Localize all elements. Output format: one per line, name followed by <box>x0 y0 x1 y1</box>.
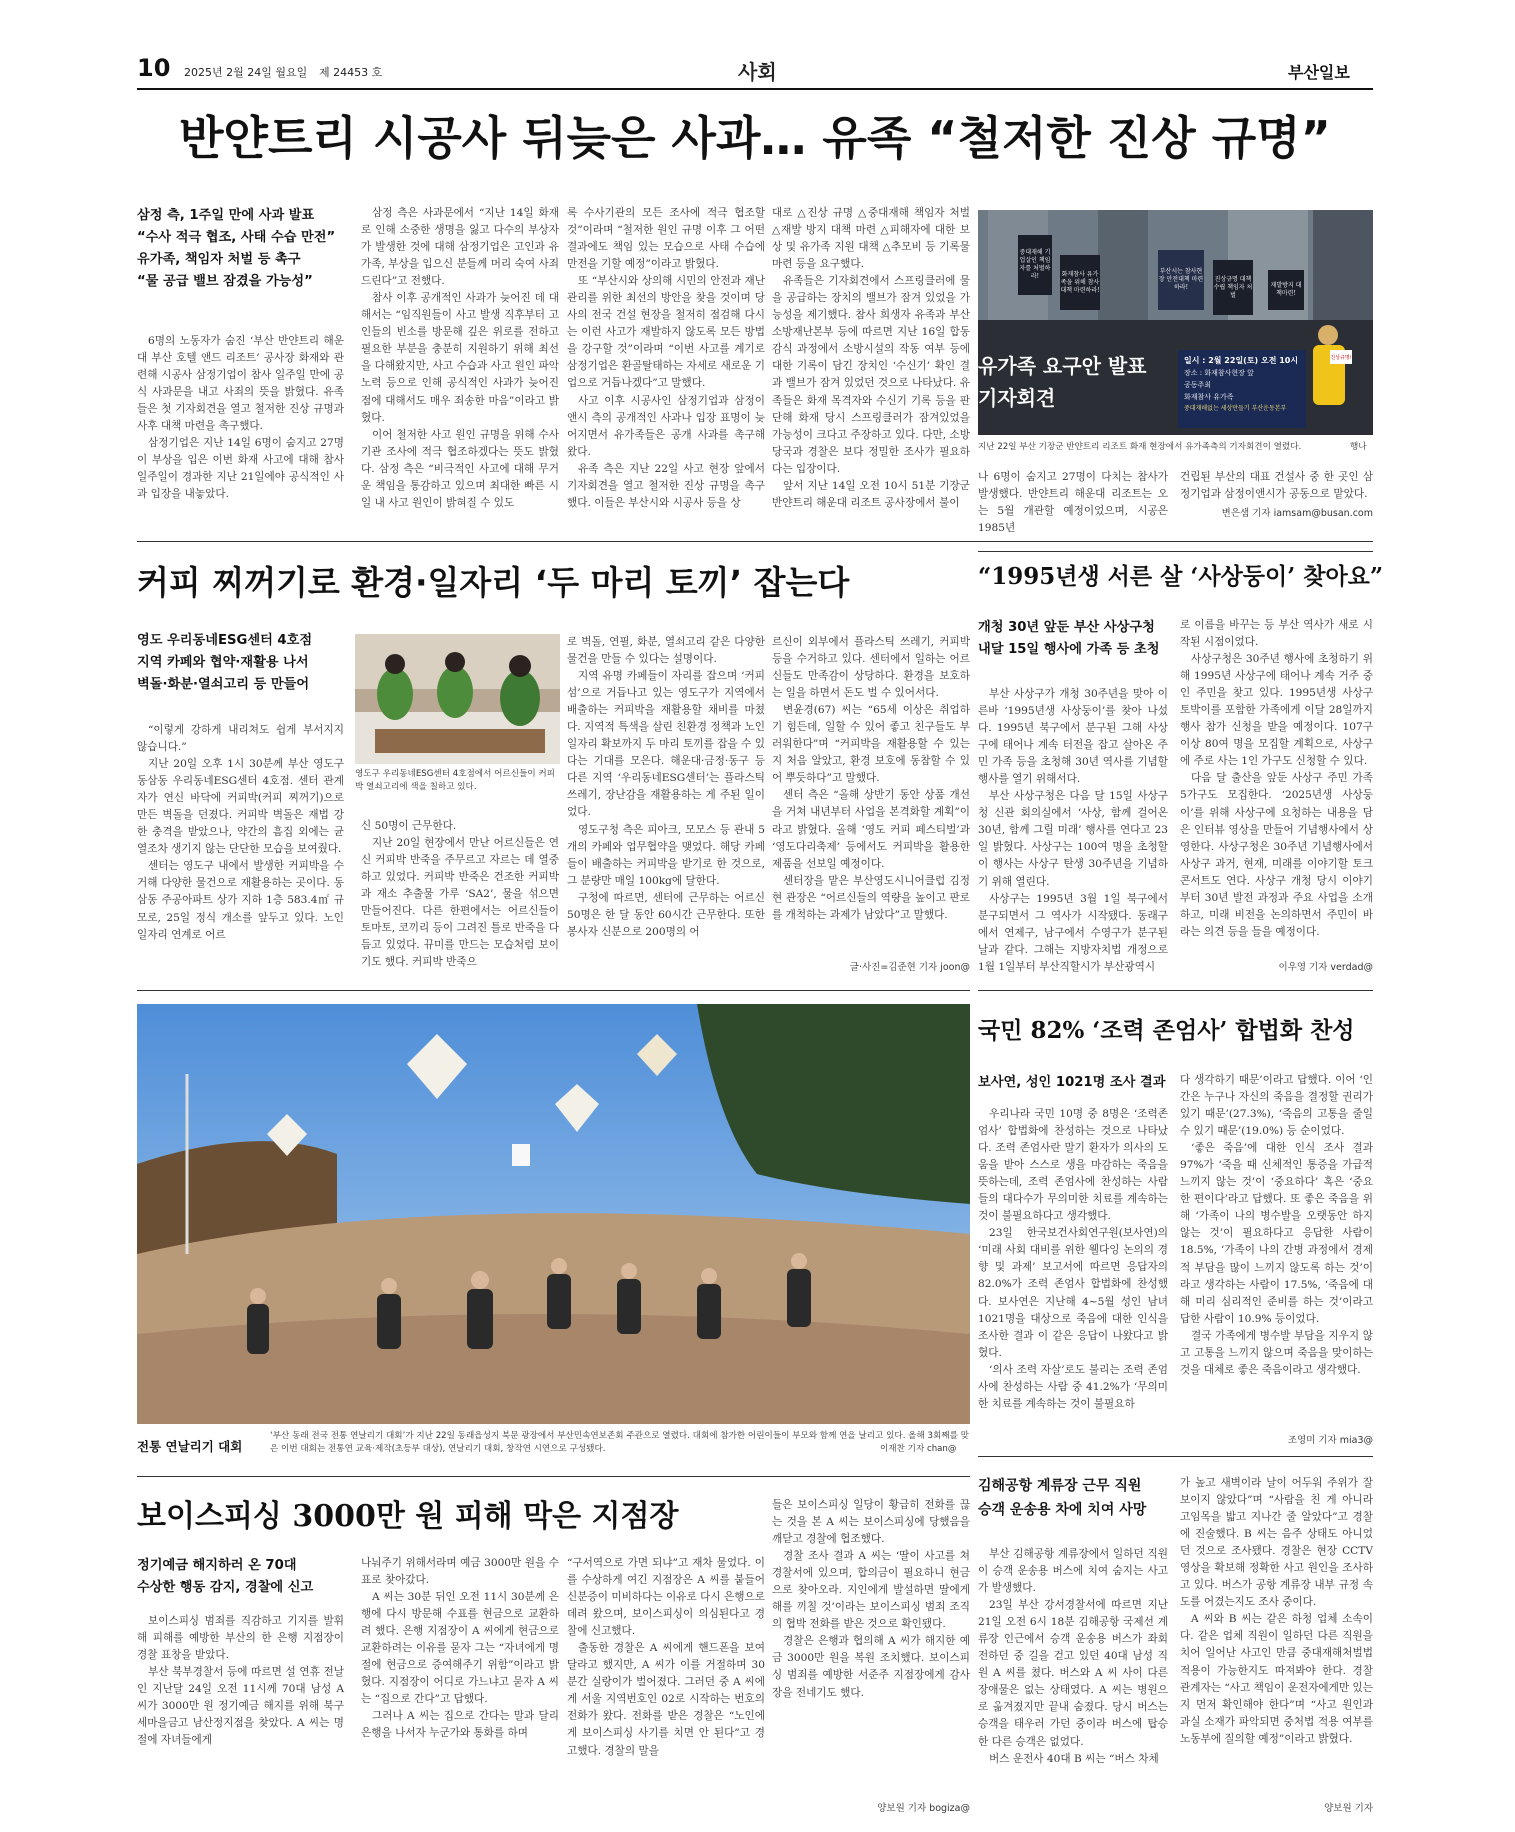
a2-col2: 신 50명이 근무한다. 지난 20일 현장에서 만난 어르신들은 연신 커피박 반죽을 주무르고 자르는 데 열중하고 있었다. 커피박 반죽은 건조한 커피박과 재소 추출물 가루 ‘SA2’, 물을 섞으면 만들어진다. 다른 한편에서는 어르신들이 토마토, 코끼리 등이 그려진 틀로 반죽을 다듬고 있었다. 뀨미를 만드는 모습처럼 보이기도 했다. 커피박 반죽으 <box>361 820 559 969</box>
protest-sign: 화재참사 유가족을 위해 참사 대책 마련하라! <box>1060 255 1100 310</box>
a5-byline: 양보원 기자 bogiza@ <box>877 1803 970 1814</box>
a1-col1: 6명의 노동자가 숨진 ‘부산 반얀트리 해운대 부산 호텔 앤드 리조트’ 공사장 화재와 관련해 시공사 삼정기업이 참사 일주일 만에 공식 사과문을 내고 사죄의 뜻을 밝혔다. 유족들은 첫 기자회견을 열고 철저한 진상 규명과 사후 대책 마련을 촉구했다. 삼정기업은 지난 14일 6명이 숨지고 27명이 부상을 입은 이번 화재 사고에 대해 참사 일주일이 경과한 지난 21일에야 공식적인 사과 입장을 내놓았다. <box>137 335 344 501</box>
a5-col4: 들은 보이스피싱 일당이 황급히 전화를 끊는 것을 본 A 씨는 보이스피싱에 당했음을 깨닫고 경찰에 협조했다. 경찰 조사 결과 A 씨는 ‘딸이 사고를 쳐 경찰서에 있으며, 합의금이 필요하니 현금으로 찾아오라. 지인에게 발설하면 딸에게 해를 끼칠 것’이라는 보이스피싱 범죄 조직의 협박 전화를 받은 것으로 확인됐다. 경찰은 은행과 협의해 A 씨가 해지한 예금 3000만 원을 복원 조치했다. 보이스피싱 범죄를 예방한 서준주 지점장에게 감사장을 전네기도 했다. <box>772 1499 970 1699</box>
a6-headline-2: 승객 운송용 차에 치여 사망 <box>978 1502 1147 1518</box>
a2-subheads <box>137 630 344 696</box>
a1-press-conference-photo <box>978 210 1373 435</box>
rule <box>978 1456 1373 1457</box>
protest-sign: 부산시는 참사현장 안전대책 마련하라! <box>1158 250 1204 310</box>
a4-byline: 조영미 기자 mia3@ <box>1287 1435 1373 1446</box>
page-number: 10 <box>137 54 171 82</box>
a2-sub: 벽돌·화분·열쇠고리 등 만들어 <box>137 677 310 692</box>
a1-sub: 유가족, 책임자 처벌 등 촉구 <box>137 252 301 267</box>
a4-col2: 다 생각하기 때문’이라고 답했다. 이어 ‘인간은 누구나 자신의 죽음을 결정할 권리가 있기 때문’(27.3%), ‘죽음의 고통을 줄일 수 있기 때문’(19.0%) 등 순이었다. ‘좋은 죽음’에 대한 인식 조사 결과 97%가 ‘죽을 때 신체적인 통증을 가급적 느끼지 않는 것’이 ‘중요하다’ 혹은 ‘중요한 편이다’라고 답했다. 또 좋은 죽음을 위해 ‘가족이 나의 병수발을 오랫동안 하지 않는 것’이 필요하다고 응답한 사람이 18.5%, ‘가족이 나의 간병 과정에서 경제적 부담을 많이 느끼지 않도록 하는 것’이라고 생각하는 사람이 17.5%, ‘죽음에 대해 미리 심리적인 준비를 하는 것’이라고 답한 사람이 10.9% 등이었다. 결국 가족에게 병수발 부담을 지우지 않고 고통을 느끼지 않으며 죽음을 맞이하는 것을 대체로 좋은 죽음이라고 생각했다. <box>1180 1074 1373 1376</box>
a3-byline: 이우영 기자 verdad@ <box>1278 962 1373 973</box>
a5-sub: 정기예금 해지하러 온 70대 <box>137 1558 297 1573</box>
a5-col3: “구서역으로 가면 되냐”고 재차 물었다. 이를 수상하게 여긴 지점장은 A 씨를 붙들어 신분증이 미비하다는 이유로 다시 은행으로 데려 왔으며, 보이스피싱이 의심된다고 경찰에 신고했다. 출동한 경찰은 A 씨에게 핸드폰을 보여 달라고 했지만, A 씨가 이를 거절하며 30분간 실랑이가 벌어졌다. 그러던 중 A 씨에게 서울 지역번호인 02로 시작하는 번호의 전화가 왔다. 전화를 받은 경찰은 “노인에게 보이스피싱 사기를 치면 안 된다”고 경고했다. 경찰의 말을 <box>567 1557 765 1757</box>
rule <box>978 551 1373 552</box>
a6-byline: 양보원 기자 <box>1324 1803 1373 1814</box>
a4-sub: 보사연, 성인 1021명 조사 결과 <box>978 1075 1166 1090</box>
a1-photo-credit: 행나 <box>1350 442 1367 452</box>
a3-col2: 로 이름을 바꾸는 등 부산 역사가 새로 시작된 시점이었다. 사상구청은 30주년 행사에 초청하기 위해 1995년 사상구에 태어나 계속 거주 중인 주민을 찾고 있다. 1995년생 사상구 토박이를 포함한 가족에게 이달 28일까지 행사 참가 신청을 받을 예정이다. 107구 이상 80여 명을 모집할 계획으로, 사상구에 주로 사는 1인 가구도 신청할 수 있다. 다음 달 출산을 앞둔 사상구 주민 가족 5가구도 모집한다. ‘2025년생 사상둥이’를 위해 사상구에 요청하는 내용을 담은 인터뷰 영상을 만들어 기념행사에서 상영한다. 사상구청은 30주년 기념행사에서 사상구 과거, 현재, 미래를 이야기할 토크 콘서트도 연다. 사상구 개청 당시 이야기부터 30년 발전 과정과 주요 사업을 소개하고, 미래 비전을 논의하면서 주민이 바라는 의견 등을 들을 예정이다. <box>1180 619 1373 938</box>
rule <box>137 541 1373 542</box>
a1-byline: 변은샘 기자 iamsam@busan.com <box>1221 508 1373 519</box>
a2-col4: 르신이 외부에서 플라스틱 쓰레기, 커피박 등을 수거하고 있다. 센터에서 일하는 어르신들도 만족감이 상당하다. 환경을 보호하는 일을 하면서 돈도 벌 수 있어서다. 변윤경(67) 씨는 “65세 이상은 취업하기 힘든데, 일할 수 있어 좋고 친구들도 부러워한다”며 “커피박을 재활용할 수 있는지 처음 알았고, 환경 보호에 동참할 수 있어 뿌듯하다”고 말했다. 센터 측은 “올해 상반기 동안 상품 개선을 거쳐 내년부터 사업을 본격화할 계획”이라고 밝혔다. 올해 ‘영도 커피 페스티벌’과 ‘영도다리축제’ 등에서도 커피박을 활용한 제품을 선보일 예정이다. 센터장을 맡은 부산영도시니어클럽 김정현 관장은 “어르신들의 역량을 높이고 판로를 개척하는 과제가 남았다”고 말했다. <box>772 636 970 921</box>
protest-sign: 진상규명 대책수립 책임자 처벌 <box>1213 260 1253 315</box>
section-title: 사회 <box>738 60 777 84</box>
issue-date: 2025년 2월 24일 월요일 <box>184 66 308 79</box>
protest-sign: 중대재해 기업살인 책임자를 처벌하라! <box>1018 235 1052 295</box>
a2-col1: “이렇게 강하게 내리쳐도 쉽게 부서지지 않습니다.” 지난 20일 오후 1시 30분께 부산 영도구 동삼동 우리동네ESG센터 4호점. 센터 관계자가 연신 바닥에 커피박(커피 찌꺼기)으로 만든 벽돌을 던졌다. 커피박 벽돌은 재법 강한 충격을 받았으나, 약간의 흠집 외에는 균열조차 생기지 않는 단단한 모습을 보여줬다. 센터는 영도구 내에서 발생한 커피박을 수거해 다양한 물건으로 재활용하는 곳이다. 동삼동 주공아파트 상가 지하 1층 583.4㎡ 규모로, 25일 정식 개소를 앞두고 있다. 노인 일자리 연계로 어르 <box>137 724 344 941</box>
banner-title: 기자회견 <box>978 386 1056 410</box>
a3-headline: “1995년생 서른 살 ‘사상둥이’ 찾아요” <box>978 563 1384 590</box>
a1-sub: “물 공급 밸브 잠겼을 가능성” <box>137 274 313 289</box>
banner-title: 유가족 요구안 발표 <box>978 354 1147 378</box>
rule <box>978 990 1373 991</box>
a1-sub: 삼정 측, 1주일 만에 사과 발표 <box>137 208 315 223</box>
a1-headline: 반얀트리 시공사 뒤늦은 사과… 유족 “철저한 진상 규명” <box>179 111 1331 165</box>
a4-headline: 국민 82% ‘조력 존엄사’ 합법화 찬성 <box>978 1017 1355 1044</box>
protest-sign: 재발방지 대책마련! <box>1268 270 1304 310</box>
a2-col3: 로 벽돌, 연필, 화분, 열쇠고리 같은 다양한 물건을 만들 수 있다는 설명이다. 지역 유명 카페들이 자리를 잡으며 ‘커피섬’으로 거듭나고 있는 영도구가 지역에서 배출하는 커피박을 재활용할 채비를 마쳤다. 지역적 특색을 살린 친환경 정책과 노인 일자리 확보까지 두 마리 토끼를 잡을 수 있다는 기대를 모은다. 해운대·금정·동구 등 다른 지역 ‘우리동네ESG센터’는 플라스틱 쓰레기, 장난감을 재활용하는 게 주된 일이었다. 영도구청 측은 피아크, 모모스 등 관내 5개의 카페와 업무협약을 맺었다. 해당 카페들이 배출하는 커피박을 받기로 한 것으로, 그 분량만 매일 100kg에 달한다. 구청에 따르면, 센터에 근무하는 어르신 50명은 한 달 동안 60시간 근무한다. 또한 봉사자 신분으로 200명의 어 <box>567 636 765 938</box>
a2-photo-caption: 영도구 우리동네ESG센터 4호점에서 어르신들이 커피박 열쇠고리에 색을 칠하고 있다. <box>355 769 555 792</box>
a3-sub: 내달 15일 행사에 가족 등 초청 <box>978 642 1160 657</box>
a1-col3: 록 수사기관의 모든 조사에 적극 협조할 것”이라며 “철저한 원인 규명 이후 그 어떤 결과에도 책임 있는 모습으로 사태 수습에 만전을 기할 예정”이라고 밝혔다. 또 “부산시와 상의해 시민의 안전과 재난관리를 위한 최선의 방안을 찾을 것이며 당사의 전국 건설 현장을 철저히 점검해 다시는 이런 사고가 재발하지 않도록 모든 방법을 강구할 것”이라며 “이번 사고를 계기로 삼정기업은 환골탈태하는 자세로 새로운 기업으로 거듭나겠다”고 말했다. 사고 이후 시공사인 삼정기업과 삼정이앤시 측의 공개적인 사과나 입장 표명이 늦어지면서 유가족들은 공개 사과를 촉구해 왔다. 유족 측은 지난 22일 사고 현장 앞에서 기자회견을 열고 철저한 진상 규명을 촉구했다. 이들은 부산시와 시공사 등을 상 <box>567 207 765 509</box>
header-rule <box>137 88 1373 90</box>
a6-headline: 김해공항 계류장 근무 직원 <box>978 1478 1142 1494</box>
a5-subheads <box>137 1555 344 1599</box>
rule <box>137 1476 970 1477</box>
issue-number: 제 24453 호 <box>319 66 383 79</box>
kite-photo-title: 전통 연날리기 대회 <box>137 1439 243 1454</box>
person-sign: 진상규명! <box>1330 350 1352 364</box>
a1-sub: “수사 적극 협조, 사태 수습 만전” <box>137 230 336 245</box>
a2-byline: 글·사진=김준현 기자 joon@ <box>849 962 970 973</box>
a2-headline: 커피 찌꺼기로 환경·일자리 ‘두 마리 토끼’ 잡는다 <box>137 563 850 602</box>
a2-sub: 지역 카페와 협약·재활용 나서 <box>137 655 309 670</box>
kite-photo-credit: 이재찬 기자 chan@ <box>880 1444 957 1454</box>
a5-sub: 수상한 행동 감지, 경찰에 신고 <box>137 1580 314 1595</box>
a5-headline: 보이스피싱 3000만 원 피해 막은 지점장 <box>137 1499 679 1534</box>
a1-col5: 나 6명이 숨지고 27명이 다치는 참사가 발생했다. 반얀트리 해운대 리조트는 오는 5월 개관할 예정이었으며, 시공은 1985년 <box>978 471 1168 535</box>
a4-col1: 우리나라 국민 10명 중 8명은 ‘조력존엄사’ 합법화에 찬성하는 것으로 나타났다. 조력 존엄사란 말기 환자가 의사의 도움을 받아 스스로 생을 마감하는 죽음을 뜻하는데, 조력 존엄사에 찬성하는 사람들의 대다수가 무의미한 치료를 계속하는 것이 불필요하다고 생각했다. 23일 한국보건사회연구원(보사연)의 ‘미래 사회 대비를 위한 웰다잉 논의의 경향 및 과제’ 보고서에 따르면 응답자의 82.0%가 조력 존엄사 합법화에 찬성했다. 보사연은 지난해 4~5월 성인 남녀 1021명을 대상으로 죽음에 대한 인식을 조사한 결과 이 같은 응답이 나왔다고 밝혔다. ‘의사 조력 자살’로도 불리는 조력 존엄사에 찬성하는 사람 중 41.2%가 ‘무의미한 치료를 계속하는 것이 불필요하 <box>978 1108 1168 1410</box>
banner-info: 일시 : 2월 22일(토) 오전 10시 장소 : 화재참사현장 앞 공동주최 화재참사 유가족 중대재해없는 세상만들기 부산운동본부 <box>1178 350 1306 428</box>
a1-col6: 건립된 부산의 대표 건설사 중 한 곳인 삼정기업과 삼정이앤시가 공동으로 맡았다. <box>1180 471 1373 501</box>
rule <box>137 990 970 991</box>
a2-workshop-photo <box>355 634 560 764</box>
a3-subheads <box>978 617 1168 661</box>
a1-subheads <box>137 205 344 293</box>
a5-col1: 보이스피싱 범죄를 직감하고 기지를 발휘해 피해를 예방한 부산의 한 은행 지점장이 경찰 표창을 받았다. 부산 북부경찰서 등에 따르면 설 연휴 전날인 지난달 24일 오전 11시께 70대 남성 A 씨가 3000만 원 정기예금 해지를 위해 북구 세마을금고 남산정지점을 찾았다. A 씨는 명절에 자녀들에게 <box>137 1615 344 1747</box>
a2-sub: 영도 우리동네ESG센터 4호점 <box>137 633 313 648</box>
a1-col4: 대로 △진상 규명 △중대재해 책임자 처벌 △재발 방지 대책 마련 △피해자에 대한 보상 및 유가족 지원 대책 △추모비 등 기록물 마련 등을 요구했다. 유족들은 기자회견에서 스프링클러에 물을 공급하는 장치의 밸브가 잠겨 있었을 가능성을 제기했다. 참사 희생자 유족과 부산소방재난본부 등에 따르면 지난 16일 합동 감식 과정에서 소방시설의 작동 여부 등에 대한 기록이 담긴 장치인 ‘수신기’ 확인 결과 밸브가 잠겨 있었던 것으로 나타났다. 유족들은 화재 목격자와 수신기 기록 등을 판단해 화재 당시 스프링클러가 잠겨있었을 가능성이 크다고 주장하고 있다. 다만, 소방 당국과 경찰은 보다 정밀한 조사가 필요하다는 입장이다. 앞서 지난 14일 오전 10시 51분 기장군 반얀트리 해운대 리조트 공사장에서 불이 <box>772 207 970 509</box>
a1-photo-caption: 지난 22일 부산 기장군 반얀트리 리조트 화재 현장에서 유가족측의 기자회견이 열렸다. <box>978 442 1302 452</box>
a1-col2: 삼정 측은 사과문에서 “지난 14일 화재로 인해 소중한 생명을 잃고 다수의 부상자가 발생한 것에 대해 삼정기업은 고인과 유가족, 부상을 입으신 분들께 머리 숙여 사죄드린다”고 전했다. 참사 이후 공개적인 사과가 늦어진 데 대해서는 “임직원들이 사고 발생 직후부터 고인들의 빈소를 방문해 깊은 위로를 전하고 필요한 부분을 충분히 지원하기 위해 최선을 다해왔지만, 사고 수습과 사고 원인 파악 노력 등으로 인해 공식적인 사과가 늦어진 점에 대해서도 매우 죄송한 마음”이라고 밝혔다. 이어 철저한 사고 원인 규명을 위해 수사 기관 조사에 적극 협조하겠다는 뜻도 밝혔다. 삼정 측은 “비극적인 사고에 대해 무거운 책임을 통감하고 있으며 최대한 빠른 시일 내 사고 원인이 밝혀질 수 있도 <box>361 207 559 509</box>
a6-col2: 가 높고 새벽이라 날이 어두워 주위가 잘 보이지 않았다”며 “사람을 친 게 아니라 고임목을 밟고 지나간 줄 알았다”고 경찰에 진술했다. B 씨는 음주 상태도 아니었던 것으로 조사됐다. 경찰은 현장 CCTV 영상을 확보해 정확한 사고 원인을 조사하고 있다. 버스가 공항 계류장 내부 규정 속도를 어겼는지도 조사 중이다. A 씨와 B 씨는 같은 하청 업체 소속이다. 같은 업체 직원이 일하던 다른 직원을 치어 일어난 사고인 만큼 중대재해처벌법 적용이 가능한지도 따져봐야 한다. 경찰 관계자는 “사고 책임이 운전자에게만 있는지 먼저 확인해야 한다”며 “사고 원인과 과실 소재가 파악되면 중처법 적용 여부를 노동부에 질의할 예정”이라고 밝혔다. <box>1180 1477 1373 1745</box>
a3-col1: 부산 사상구가 개청 30주년을 맞아 이른바 ‘1995년생 사상둥이’를 찾아 나섰다. 1995년 북구에서 분구된 그해 사상구에 태어나 계속 터전을 잡고 살아온 주민 가족 등을 초청해 30년 역사를 기념할 행사를 열기 위해서다. 부산 사상구청은 다음 달 15일 사상구청 신관 회의실에서 ‘사상, 함께 걸어온 30년, 함께 그릴 미래’ 행사를 연다고 23일 밝혔다. 사상구는 100여 명을 초청할 이 행사는 사상구 탄생 30주년을 기념하기 위해 열린다. 사상구는 1995년 3월 1일 북구에서 분구되면서 그 역사가 시작됐다. 동래구에서 연제구, 남구에서 수영구가 분구된 날과 같다. 그해는 지방자치법 개정으로 1월 1일부터 부산직할시가 부산광역시 <box>978 688 1168 973</box>
a3-sub: 개청 30년 앞둔 부산 사상구청 <box>978 620 1155 635</box>
kite-festival-photo <box>137 1004 970 1424</box>
a6-col1: 부산 김해공항 계류장에서 일하던 직원이 승객 운송용 버스에 치여 숨지는 사고가 발생했다. 23일 부산 강서경찰서에 따르면 지난 21일 오전 6시 18분 김해공항 국제선 계류장 인근에서 승객 운송용 버스가 좌회전하던 중 길을 걷고 있던 40대 남성 직원 A 씨를 쳤다. 버스와 A 씨 사이 다른 장애물은 없는 상태였다. A 씨는 병원으로 옮겨졌지만 끝내 숨졌다. 당시 버스는 승객을 태우러 가던 중이라 버스에 탑승한 다른 승객은 없었다. 버스 운전사 40대 B 씨는 “버스 차체 <box>978 1548 1168 1765</box>
kite-photo-caption: ‘부산 동래 전국 전통 연날리기 대회’가 지난 22일 동래읍성지 북문 광장에서 부산민속연보존회 주관으로 열렸다. 대회에 참가한 어린이들이 부모와 함께 연을 날리고 있다. 올해 3회째를 맞은 이번 대회는 전통연 교육·제작(초등부 대상), 연날리기 대회, 창작연 시연으로 구성됐다. <box>270 1431 969 1454</box>
a5-col2: 나눠주기 위해서라며 예금 3000만 원을 수표로 찾아갔다. A 씨는 30분 뒤인 오전 11시 30분께 은행에 다시 방문해 수표를 현금으로 교환하려 했다. 은행 지점장이 A 씨에게 현금으로 교환하려는 이유를 묻자 그는 “자녀에게 명절에 현금으로 증여해주기 위함”이라고 밝혔다. 지점장이 어디로 가느냐고 묻자 A 씨는 “집으로 간다”고 답했다. 그러나 A 씨는 집으로 간다는 말과 달리 은행을 나서자 누군가와 통화를 하며 <box>361 1557 559 1740</box>
newspaper-logo: 부산일보 <box>1288 63 1350 82</box>
